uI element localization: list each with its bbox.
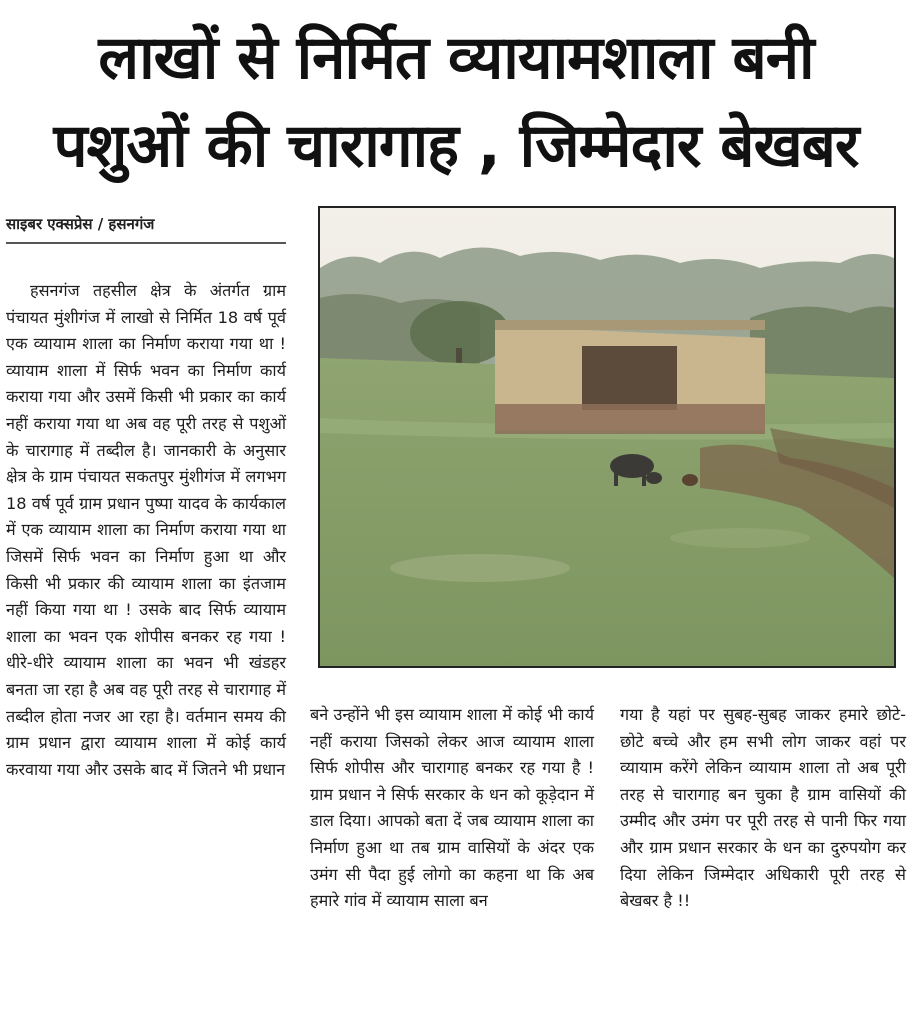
byline: साइबर एक्सप्रेस / हसनगंज	[6, 214, 286, 244]
headline-line-2: पशुओं की चारागाह , जिम्मेदार बेखबर	[53, 111, 859, 181]
headline-line-1: लाखों से निर्मित व्यायामशाला बनी	[98, 23, 814, 93]
village-gym-photo-icon	[320, 208, 894, 666]
article-text-col2: बने उन्होंने भी इस व्यायाम शाला में कोई भी कार्य नहीं कराया जिसको लेकर आज व्यायाम शाला सिर्फ शोपीस और चारागाह बनकर रह गया है ! ग्राम प्रधान ने सिर्फ सरकार के धन को कूड़ेदान में डाल दिया। आपको बता दें जब व्यायाम शाला का निर्माण हुआ था तब ग्राम वासियों के अंदर एक उमंग सी पैदा हुई लोगो का कहना था कि अब हमारे गांव में व्यायाम साला बन	[310, 705, 594, 911]
article-column-1	[6, 278, 286, 783]
article-column-3	[620, 702, 906, 915]
article-text-col1: हसनगंज तहसील क्षेत्र के अंतर्गत ग्राम पंचायत मुंशीगंज में लाखो से निर्मित 18 वर्ष पूर्व एक व्यायाम शाला का निर्माण कराया गया था ! व्यायाम शाला में सिर्फ भवन का निर्माण कार्य कराया गया और उसमें किसी भी प्रकार का कार्य नहीं कराया गया था अब वह पूरी तरह से पशुओं के चारागाह में तब्दील है। जानकारी के अनुसार क्षेत्र के ग्राम पंचायत सकतपुर मुंशीगंज में लगभग 18 वर्ष पूर्व ग्राम प्रधान पुष्पा यादव के कार्यकाल में एक व्यायाम शाला का निर्माण कराया गया था जिसमें सिर्फ भवन का निर्माण हुआ था और किसी भी प्रकार की व्यायाम शाला का इंतजाम नहीं किया गया था ! उसके बाद सिर्फ व्यायाम शाला का भवन एक शोपीस बनकर रह गया ! धीरे-धीरे व्यायाम शाला का भवन भी खंडहर बनता जा रहा है अब वह पूरी तरह से चारागाह में तब्दील होता नजर आ रहा है। वर्तमान समय की ग्राम प्रधान द्वारा व्यायाम शाला में कोई कार्य करवाया गया और उसके बाद में जितने भी प्रधान	[6, 281, 286, 779]
news-photo	[318, 206, 896, 668]
article-column-2	[310, 702, 594, 915]
article-text-col3: गया है यहां पर सुबह-सुबह जाकर हमारे छोटे-छोटे बच्चे और हम सभी लोग जाकर वहां पर व्यायाम करेंगे लेकिन व्यायाम शाला तो अब पूरी तरह से चारागाह बन चुका है ग्राम वासियों की उम्मीद और उमंग पर पूरी तरह से पानी फिर गया और ग्राम प्रधान सरकार के धन का दुरुपयोग कर दिया लेकिन जिम्मेदार अधिकारी पूरी तरह से बेखबर है !!	[620, 705, 906, 911]
